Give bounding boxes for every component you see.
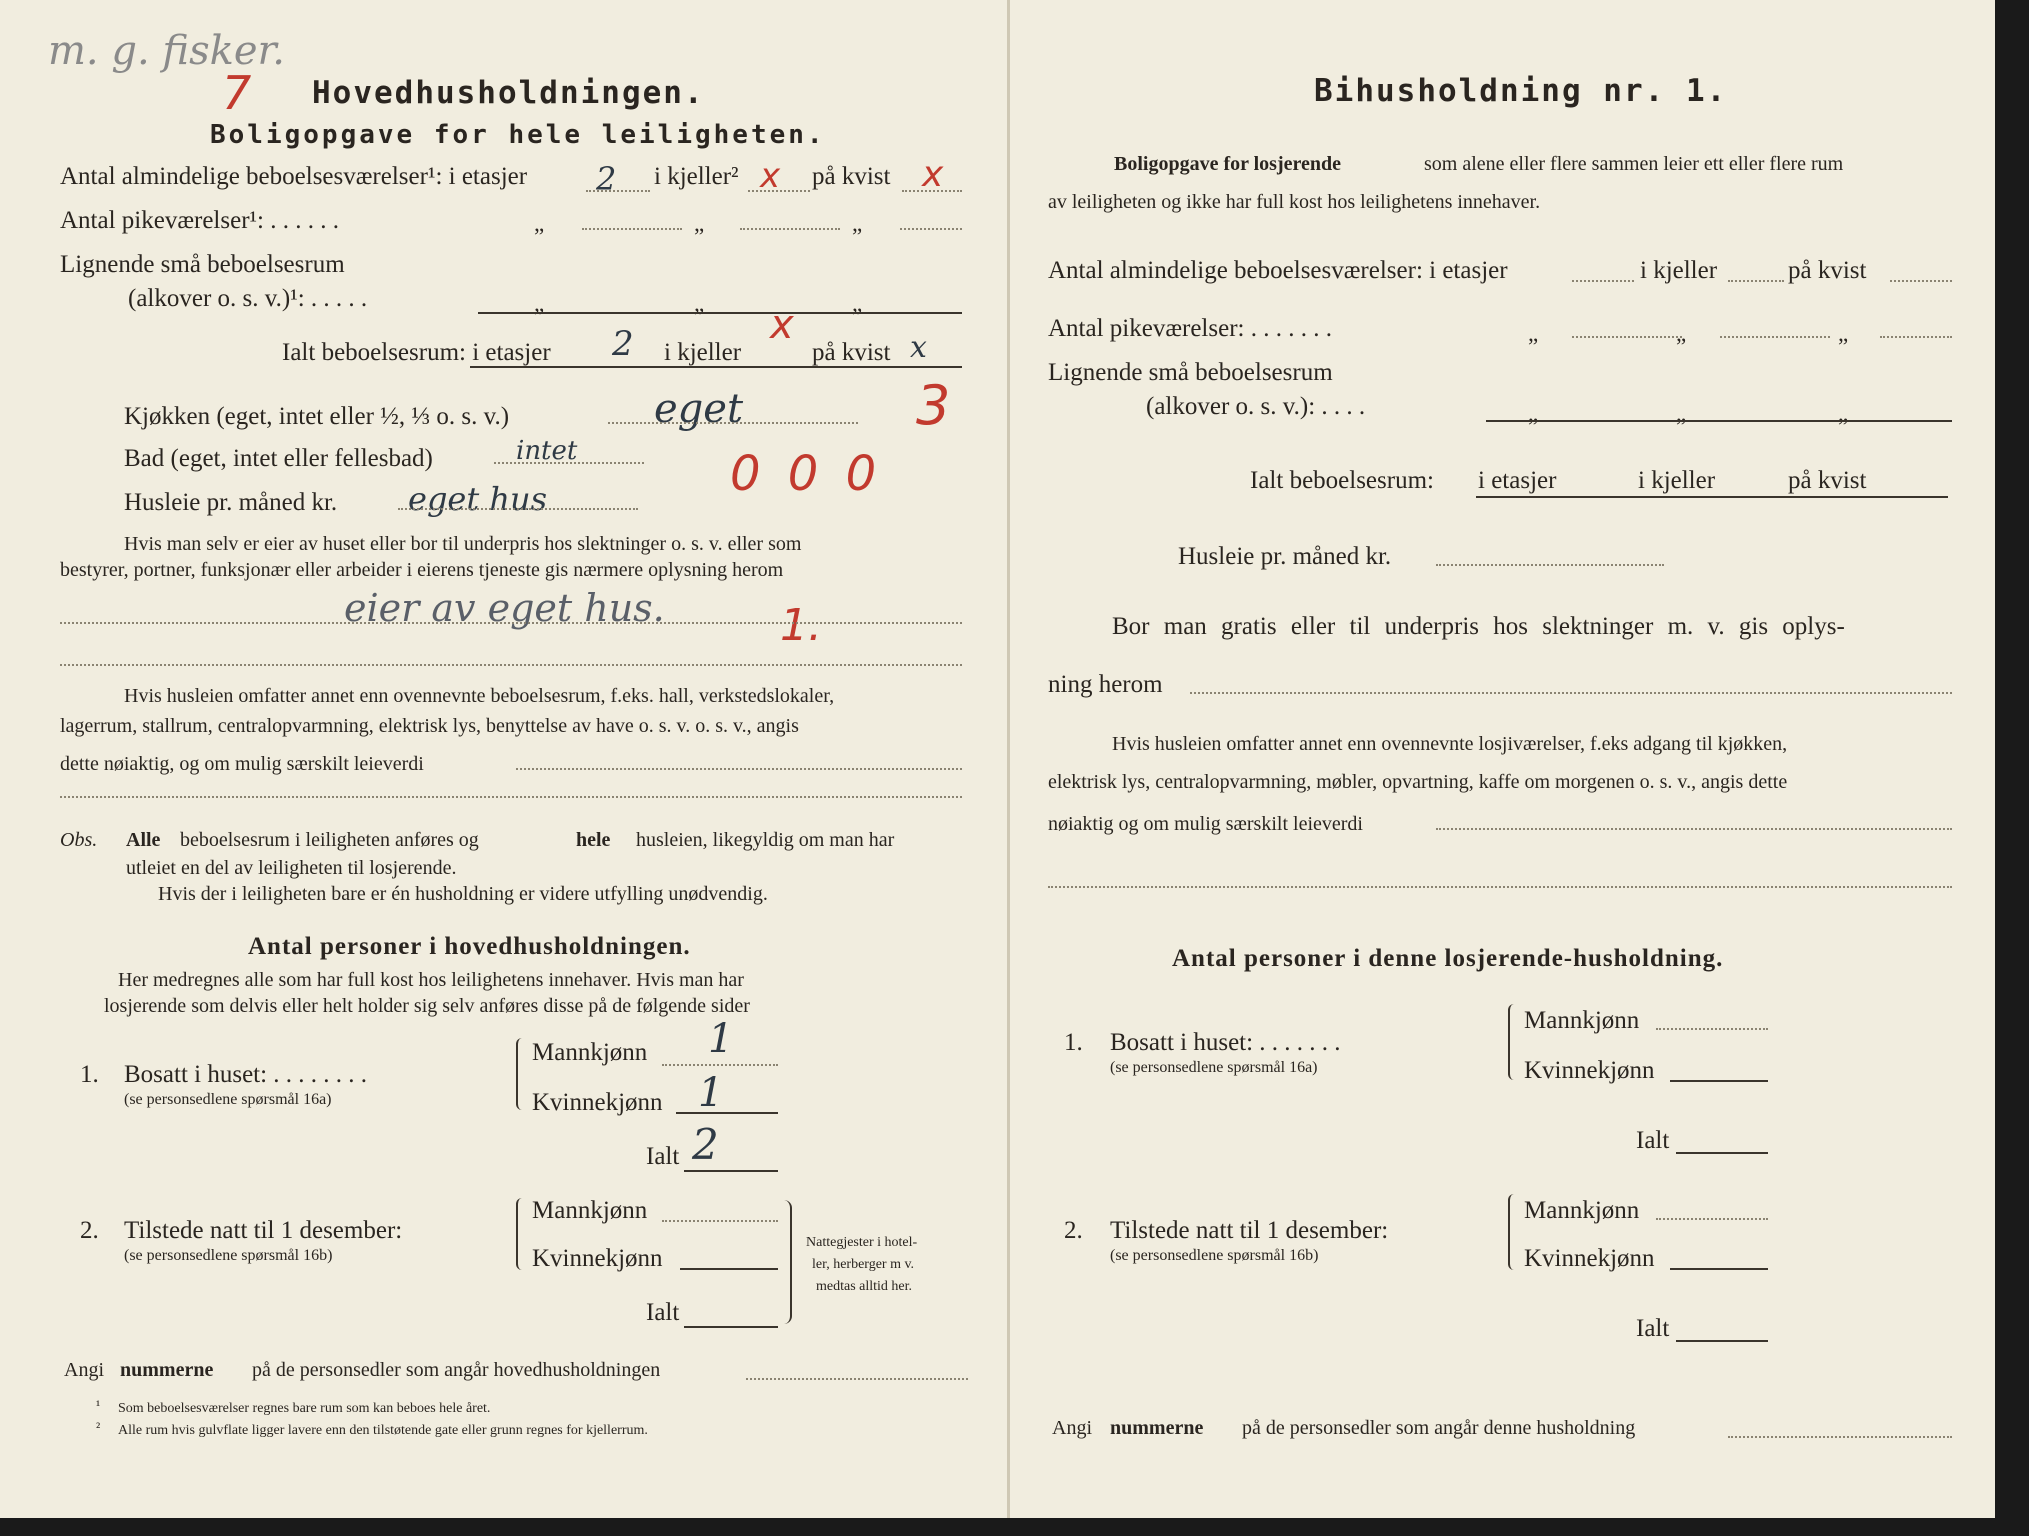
angi-emphasis: nummerne — [120, 1359, 214, 1381]
right-q1-ialt-label[interactable]: Ialt — [1636, 1127, 1670, 1154]
q1-ialt-value[interactable]: 2 — [692, 1120, 719, 1169]
right-intro: av leiligheten og ikke har full kost hos leilighetens innehaver. — [1048, 191, 1541, 213]
obs-text: Hvis der i leiligheten bare er én husholdning er videre utfylling unødvendig. — [158, 883, 768, 905]
right-q1-kvinne-label[interactable]: Kvinnekjønn — [1524, 1057, 1655, 1084]
household-number-mark: 7 — [222, 66, 252, 120]
rent-inclusion-text: Hvis husleien omfatter annet enn ovennevnte beboelsesrum, f.eks. hall, verkstedslokaler, — [124, 685, 835, 707]
right-persons-title: Antal personer i denne losjerende-husholdning. — [1172, 945, 1724, 972]
right-rooms-kvist-label[interactable]: på kvist — [1788, 257, 1867, 284]
ditto-mark: „ — [852, 211, 863, 236]
page-fold — [1007, 0, 1010, 1536]
obs-text: utleiet en del av leiligheten til losjerende. — [126, 857, 457, 879]
rooms-kjeller-value[interactable]: x — [760, 156, 781, 196]
right-pike-label: Antal pikeværelser: . . . . . . . — [1048, 315, 1332, 342]
rooms-kvist-value[interactable]: x — [922, 154, 944, 195]
right-q2-ialt-label[interactable]: Ialt — [1636, 1315, 1670, 1342]
handwritten-occupation-note: m. g. fisker. — [48, 28, 285, 74]
ditto-mark: „ — [534, 291, 545, 316]
night-guest-note: Nattegjester i hotel- — [806, 1235, 918, 1250]
q2-right-brace — [776, 1200, 792, 1324]
right-gratis-text: ning herom — [1048, 671, 1163, 698]
q2-label: Tilstede natt til 1 desember: — [124, 1217, 403, 1244]
ditto-mark: „ — [1838, 321, 1849, 346]
right-inclusion-text: elektrisk lys, centralopvarmning, møbler, opvartning, kaffe om morgenen o. s. v., angis dette — [1048, 771, 1788, 793]
ditto-mark: „ — [1676, 401, 1687, 426]
q1-mann-value[interactable]: 1 — [708, 1016, 734, 1062]
rooms-etasjer-value[interactable]: 2 — [596, 160, 617, 198]
right-q1-mann-label[interactable]: Mannkjønn — [1524, 1007, 1640, 1034]
obs-emphasis: hele — [576, 829, 611, 851]
obs-text: husleien, likegyldig om man har — [636, 829, 895, 851]
right-rent-label: Husleie pr. måned kr. — [1178, 543, 1392, 570]
q1-mann-label: Mannkjønn — [532, 1039, 648, 1066]
ialt-kvist-value[interactable]: x — [910, 330, 927, 365]
right-intro-emphasis: Boligopgave for losjerende — [1114, 153, 1342, 175]
kitchen-value[interactable]: eget — [654, 386, 744, 432]
right-ialt-kjeller-label[interactable]: i kjeller — [1638, 467, 1716, 494]
page-title: Hovedhusholdningen. — [312, 75, 705, 111]
q1-ialt-label: Ialt — [646, 1143, 680, 1170]
angi-text: Angi — [64, 1359, 104, 1381]
right-q2-kvinne-label[interactable]: Kvinnekjønn — [1524, 1245, 1655, 1272]
owner-value[interactable]: eier av eget hus. — [344, 586, 665, 630]
q2-sublabel: (se personsedlene spørsmål 16b) — [124, 1247, 333, 1264]
red-code-marks: 0 0 0 — [730, 446, 883, 502]
ditto-mark: „ — [534, 211, 545, 236]
rent-inclusion-text: dette nøiaktig, og om mulig særskilt leieverdi — [60, 753, 424, 775]
q1-label: Bosatt i huset: . . . . . . . . — [124, 1061, 368, 1088]
owner-instruction: Hvis man selv er eier av huset eller bor til underpris hos slektninger o. s. v. eller som — [124, 533, 802, 555]
q1-brace — [516, 1038, 526, 1110]
right-q2-mann-label[interactable]: Mannkjønn — [1524, 1197, 1640, 1224]
ditto-mark: „ — [852, 291, 863, 316]
q1-number: 1. — [80, 1061, 99, 1088]
right-angi-text: Angi — [1052, 1417, 1092, 1439]
q2-brace — [516, 1198, 526, 1270]
night-guest-note: ler, herberger m v. — [812, 1257, 915, 1272]
ditto-mark: „ — [1838, 401, 1849, 426]
rooms-kjeller-label: i kjeller² — [654, 163, 739, 190]
rent-inclusion-text: lagerrum, stallrum, centralopvarmning, elektrisk lys, benyttelse av have o. s. v. o. s. v., angis — [60, 715, 799, 737]
right-inclusion-text: Hvis husleien omfatter annet enn ovennevnte losjiværelser, f.eks adgang til kjøkken, — [1112, 733, 1788, 755]
q1-kvinne-value[interactable]: 1 — [698, 1070, 724, 1116]
ialt-rooms-label: Ialt beboelsesrum: i etasjer — [282, 339, 551, 366]
right-q1-brace — [1508, 1004, 1518, 1080]
q2-kvinne-label[interactable]: Kvinnekjønn — [532, 1245, 663, 1272]
ditto-mark: „ — [1528, 321, 1539, 346]
night-guest-note: medtas alltid her. — [816, 1279, 913, 1294]
right-small-rooms-sublabel: (alkover o. s. v.): . . . . — [1146, 393, 1366, 420]
rooms-kvist-label: på kvist — [812, 163, 891, 190]
obs-emphasis: Alle — [126, 829, 161, 851]
right-angi-text: på de personsedler som angår denne husholdning — [1242, 1417, 1636, 1439]
page-subtitle: Boligopgave for hele leiligheten. — [210, 120, 826, 150]
small-rooms-sublabel: (alkover o. s. v.)¹: . . . . . — [128, 285, 368, 312]
ditto-mark: „ — [1528, 401, 1539, 426]
obs-text: beboelsesrum i leiligheten anføres og — [180, 829, 479, 851]
right-q2-brace — [1508, 1194, 1518, 1270]
footnote-marker: ² — [96, 1421, 101, 1436]
rooms-label: Antal almindelige beboelsesværelser¹: i etasjer — [60, 163, 528, 190]
ialt-etasjer-value[interactable]: 2 — [612, 324, 634, 364]
right-intro: som alene eller flere sammen leier ett eller flere rum — [1424, 153, 1844, 175]
right-q1-sublabel: (se personsedlene spørsmål 16a) — [1110, 1059, 1318, 1076]
ditto-mark: „ — [694, 211, 705, 236]
ditto-mark: „ — [1676, 321, 1687, 346]
kitchen-label: Kjøkken (eget, intet eller ½, ⅓ o. s. v.) — [124, 403, 510, 430]
right-rooms-kjeller-label[interactable]: i kjeller — [1640, 257, 1718, 284]
right-q2-sublabel: (se personsedlene spørsmål 16b) — [1110, 1247, 1319, 1264]
scan-edge — [1995, 0, 2029, 1536]
bath-label: Bad (eget, intet eller fellesbad) — [124, 445, 433, 472]
right-rooms-label: Antal almindelige beboelsesværelser: i etasjer — [1048, 257, 1508, 284]
right-q2-label: Tilstede natt til 1 desember: — [1110, 1217, 1389, 1244]
q2-number: 2. — [80, 1217, 99, 1244]
right-ialt-kvist-label[interactable]: på kvist — [1788, 467, 1867, 494]
footnote-marker: ¹ — [96, 1399, 101, 1414]
ditto-mark: „ — [694, 291, 705, 316]
bath-value[interactable]: intet — [516, 436, 578, 466]
rent-label: Husleie pr. måned kr. — [124, 489, 338, 516]
right-q1-number: 1. — [1064, 1029, 1083, 1056]
q1-sublabel: (se personsedlene spørsmål 16a) — [124, 1091, 332, 1108]
ialt-kvist-label: på kvist — [812, 339, 891, 366]
scan-edge-bottom — [0, 1518, 2029, 1536]
rent-value[interactable]: eget hus — [408, 480, 548, 518]
ialt-kjeller-value[interactable]: x — [770, 302, 794, 348]
angi-text: på de personsedler som angår hovedhusholdningen — [252, 1359, 661, 1381]
right-small-rooms-label: Lignende små beboelsesrum — [1048, 359, 1333, 386]
pike-label: Antal pikeværelser¹: . . . . . . — [60, 207, 339, 234]
right-inclusion-text: nøiaktig og om mulig særskilt leieverdi — [1048, 813, 1363, 835]
obs-label: Obs. — [60, 829, 98, 851]
right-page-title: Bihusholdning nr. 1. — [1314, 73, 1728, 109]
right-q2-number: 2. — [1064, 1217, 1083, 1244]
right-angi-emphasis: nummerne — [1110, 1417, 1204, 1439]
small-rooms-label: Lignende små beboelsesrum — [60, 251, 345, 278]
right-gratis-text: Bor man gratis eller til underpris hos slektninger m. v. gis oplys- — [1112, 613, 1845, 640]
right-ialt-label: Ialt beboelsesrum: — [1250, 467, 1434, 494]
ialt-kjeller-label: i kjeller — [664, 339, 742, 366]
red-mark-1: 1. — [780, 600, 822, 651]
q2-mann-label[interactable]: Mannkjønn — [532, 1197, 648, 1224]
q2-ialt-label[interactable]: Ialt — [646, 1299, 680, 1326]
red-total-mark: 3 — [916, 374, 951, 437]
persons-description: Her medregnes alle som har full kost hos leilighetens innehaver. Hvis man har — [118, 969, 744, 991]
right-ialt-etasjer-label[interactable]: i etasjer — [1478, 467, 1557, 494]
footnote-2: Alle rum hvis gulvflate ligger lavere enn den tilstøtende gate eller grunn regnes for kjellerrum. — [118, 1423, 648, 1438]
persons-title: Antal personer i hovedhusholdningen. — [248, 933, 691, 960]
footnote-1: Som beboelsesværelser regnes bare rum som kan beboes hele året. — [118, 1401, 491, 1416]
owner-instruction: bestyrer, portner, funksjonær eller arbeider i eierens tjeneste gis nærmere oplysning herom — [60, 559, 784, 581]
persons-description: losjerende som delvis eller helt holder sig selv anføres disse på de følgende sider — [104, 995, 750, 1017]
right-q1-label: Bosatt i huset: . . . . . . . — [1110, 1029, 1341, 1056]
q1-kvinne-label: Kvinnekjønn — [532, 1089, 663, 1116]
